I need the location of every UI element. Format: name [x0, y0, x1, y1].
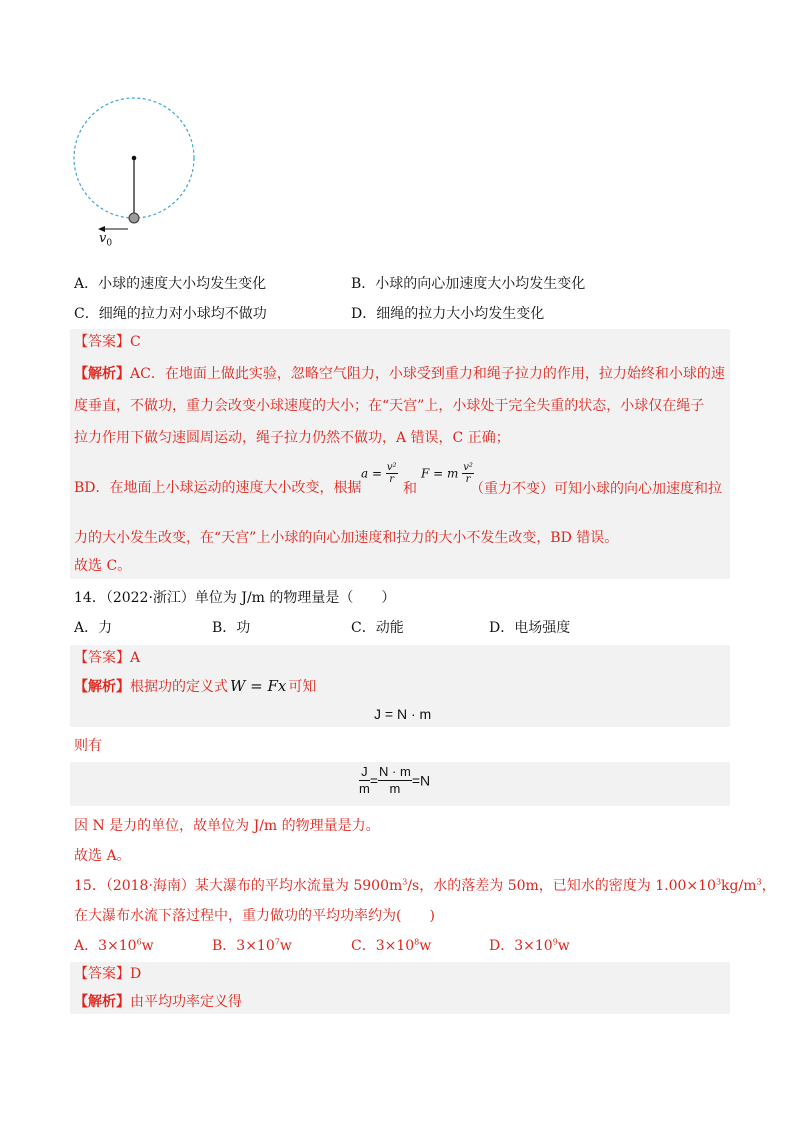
v0-label: $v_0$: [99, 231, 113, 249]
q14-analysis-line-1: 【解析】根据功的定义式 W = Fx 可知: [74, 677, 317, 695]
q13-option-a: A．小球的速度大小均发生变化: [74, 276, 267, 292]
q14-reason: 因 N 是力的单位，故单位为 J/m 的物理量是力。: [74, 818, 380, 834]
q13-option-b: B．小球的向心加速度大小均发生变化: [351, 276, 586, 292]
q13-analysis-line-3: 拉力作用下做匀速圆周运动，绳子拉力仍然不做功，A 错误，C 正确；: [74, 430, 510, 446]
pendulum-figure: [60, 88, 210, 258]
formula-and: 和: [403, 481, 417, 497]
q14-option-a: A．力: [74, 620, 113, 636]
q14-equation-2: $\frac{J}{m}$ = $\frac{N \cdot m}{m}$ =N: [359, 764, 431, 796]
ball: [129, 213, 139, 223]
q13-analysis-line-5: 力的大小发生改变，在“天宫”上小球的向心加速度和拉力的大小不发生改变，BD 错误。: [74, 530, 619, 546]
q13-option-d: D．细绳的拉力大小均发生变化: [351, 306, 545, 322]
q14-option-d: D．电场强度: [489, 620, 571, 636]
q13-analysis-line-2: 度垂直，不做功，重力会改变小球速度的大小；在“天宫”上，小球处于完全失重的状态，小球仅在绳子: [74, 398, 705, 414]
q13-analysis-line-4: BD．在地面上小球运动的速度大小改变，根据: [74, 480, 362, 496]
q13-analysis-line-1: 【解析】AC．在地面上做此实验，忽略空气阻力，小球受到重力和绳子拉力的作用，拉力始终和小球的速: [74, 366, 725, 382]
q14-stem: 14．（2022·浙江）单位为 J/m 的物理量是（ ）: [74, 590, 396, 606]
q15-answer: 【答案】D: [74, 966, 142, 982]
q14-then: 则有: [74, 738, 102, 754]
q13-conclusion: 故选 C。: [74, 558, 132, 574]
q15-option-c: C．$3\times 10^8w$: [351, 937, 432, 954]
q14-option-b: B．功: [212, 620, 251, 636]
q14-option-c: C．动能: [351, 620, 404, 636]
q13-option-c: C．细绳的拉力对小球均不做功: [74, 306, 267, 322]
q14-equation-1: J = N · m: [374, 706, 432, 722]
q15-option-d: D．$3\times 10^9w$: [489, 937, 570, 954]
formula-a: a = $\frac{\text{v²}}{r}$: [361, 462, 397, 485]
q15-stem-line-2: 在大瀑布水流下落过程中，重力做功的平均功率约为( ): [74, 908, 435, 924]
q14-conclusion: 故选 A。: [74, 848, 131, 864]
q15-option-b: B．$3\times 10^7w$: [212, 937, 292, 954]
q15-option-a: A．$3\times 10^6w$: [74, 937, 154, 954]
q13-answer: 【答案】C: [74, 334, 141, 350]
q15-stem-line-1: 15．（2018·海南）某大瀑布的平均水流量为 $5900m^3/s$，水的落差为 50m，已知水的密度为 $1.00\times 10^3kg/m^3$，: [74, 877, 776, 894]
q15-analysis-line-1: 【解析】由平均功率定义得: [74, 994, 242, 1010]
q14-answer: 【答案】A: [74, 650, 141, 666]
q13-analysis-line-4-tail: （重力不变）可知小球的向心加速度和拉: [470, 481, 722, 497]
formula-f: F = m $\frac{\text{v²}}{r}$: [421, 462, 473, 485]
